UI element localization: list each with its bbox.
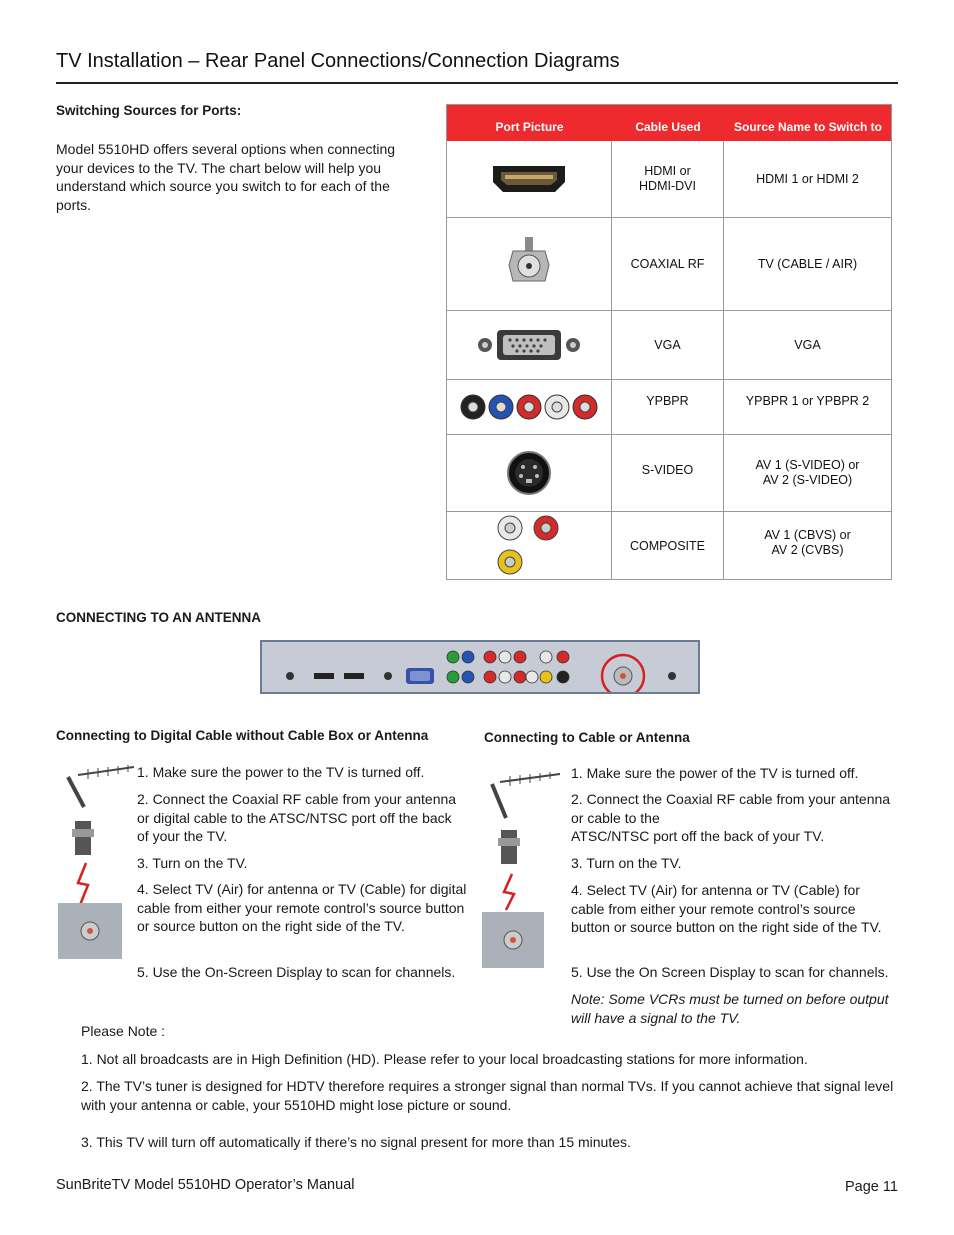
switching-intro: Model 5510HD offers several options when connecting your devices to the TV. The chart below will help you understand which source you switch to for each of the ports. — [56, 141, 396, 213]
table-cell-source: HDMI 1 or HDMI 2 — [756, 171, 859, 186]
header-source-name: Source Name to Switch to — [733, 120, 883, 134]
list-item: 4. Select TV (Air) for antenna or TV (Cable) for cable from either your remote control’s source button or source button on the right side of the TV. — [571, 882, 882, 935]
table-cell-cable: S-VIDEO — [641, 462, 694, 477]
table-cell-cable: COMPOSITE — [629, 538, 705, 553]
note-item: 1. Not all broadcasts are in High Definition (HD). Please refer to your local broadcasting stations for more information. — [81, 1051, 808, 1067]
table-cell-source: YPBPR 1 or YPBPR 2 — [745, 393, 870, 408]
list-item: 2. Connect the Coaxial RF cable from your antenna or cable to the ATSC/NTSC port off the back of your TV. — [571, 791, 891, 844]
list-item: 3. Turn on the TV. — [137, 855, 248, 871]
list-item: 1. Make sure the power to the TV is turned off. — [137, 764, 425, 780]
vga-port-icon — [447, 311, 611, 379]
table-cell-cable: HDMI or HDMI-DVI — [639, 164, 696, 193]
table-header-row — [447, 105, 891, 141]
title-rule — [56, 82, 898, 84]
table-cell-source: AV 1 (CBVS) or AV 2 (CVBS) — [764, 528, 851, 557]
footer-manual-title: SunBriteTV Model 5510HD Operator’s Manual — [56, 1177, 355, 1193]
cable-antenna-heading: Connecting to Cable or Antenna — [484, 730, 690, 745]
list-item: 5. Use the On Screen Display to scan for channels. — [571, 964, 889, 980]
coaxial-port-icon — [447, 218, 611, 310]
header-port-picture: Port Picture — [495, 120, 564, 134]
antenna-heading: CONNECTING TO AN ANTENNA — [56, 610, 261, 625]
list-item: 5. Use the On-Screen Display to scan for channels. — [137, 964, 456, 980]
header-cable-used: Cable Used — [635, 120, 701, 134]
antenna-connection-diagram — [58, 763, 134, 961]
rear-panel-image — [260, 640, 700, 694]
vcr-note: Note: Some VCRs must be turned on before output will have a signal to the TV. — [571, 991, 889, 1026]
composite-ports-icon — [447, 512, 611, 580]
page-title: TV Installation – Rear Panel Connections/Connection Diagrams — [56, 50, 620, 72]
note-item: 2. The TV’s tuner is designed for HDTV therefore requires a stronger signal than normal TVs. If you cannot achieve that signal level with your antenna or cable, your 5510HD might lose picture or sound. — [81, 1078, 894, 1113]
switching-heading: Switching Sources for Ports: — [56, 103, 242, 118]
table-cell-source: AV 1 (S-VIDEO) or AV 2 (S-VIDEO) — [755, 458, 860, 487]
list-item: 2. Connect the Coaxial RF cable from your antenna or digital cable to the ATSC/NTSC port off the back of your the TV. — [137, 791, 457, 844]
note-item: 3. This TV will turn off automatically if there’s no signal present for more than 15 minutes. — [81, 1134, 631, 1150]
table-cell-source: VGA — [794, 337, 821, 352]
antenna-connection-diagram — [482, 770, 560, 968]
table-cell-source: TV (CABLE / AIR) — [757, 256, 858, 271]
ports-table — [446, 104, 892, 580]
please-note-label: Please Note : — [81, 1023, 166, 1039]
svideo-port-icon — [447, 435, 611, 511]
list-item: 3. Turn on the TV. — [571, 855, 682, 871]
ypbpr-ports-icon — [447, 380, 611, 434]
table-cell-cable: COAXIAL RF — [630, 256, 705, 271]
digital-cable-heading: Connecting to Digital Cable without Cable Box or Antenna — [56, 728, 429, 743]
hdmi-port-icon — [447, 141, 611, 217]
table-cell-cable: VGA — [654, 337, 681, 352]
page-number: Page 11 — [845, 1179, 898, 1195]
list-item: 1. Make sure the power of the TV is turned off. — [571, 765, 859, 781]
list-item: 4. Select TV (Air) for antenna or TV (Cable) for digital cable from either your remote control’s source button or source button on the right side of the TV. — [137, 881, 467, 934]
table-cell-cable: YPBPR — [646, 393, 689, 408]
